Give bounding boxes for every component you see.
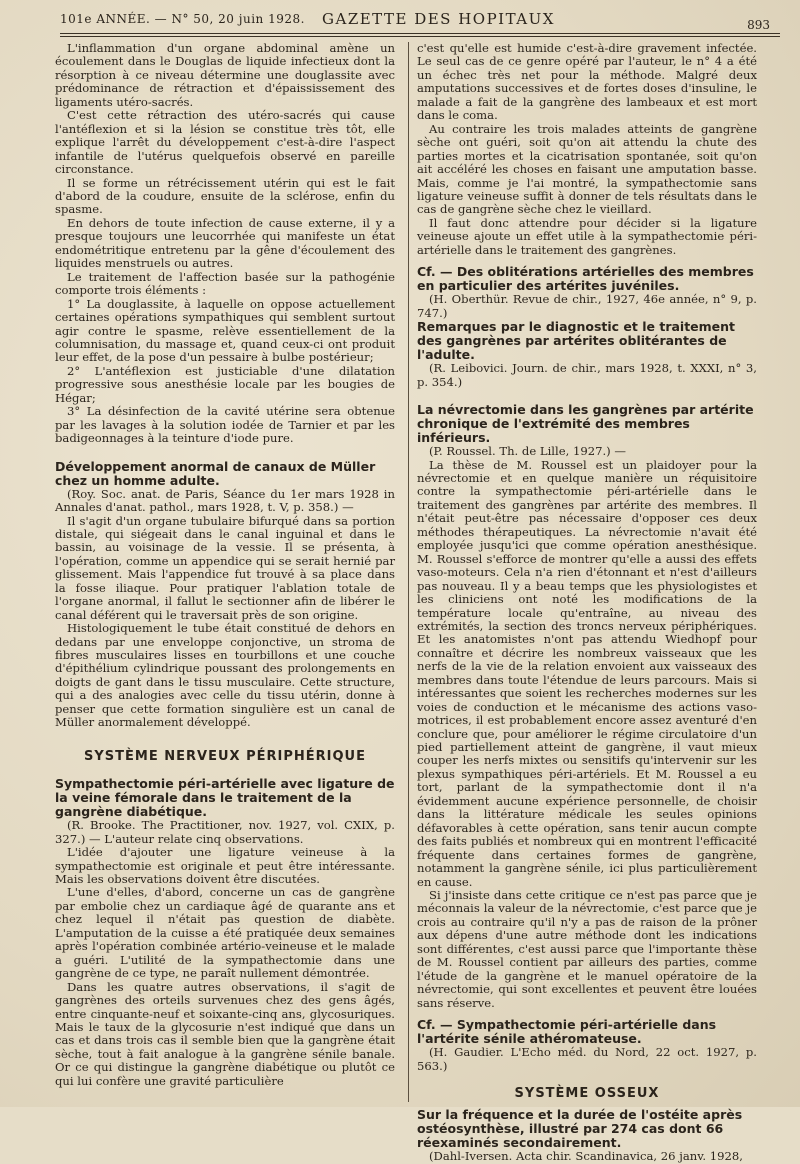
paragraph: Le traitement de l'affection basée sur la pathogénie comporte trois éléments : xyxy=(55,269,395,298)
paragraph: Il s'agit d'un organe tubulaire bifurqué dans sa portion distale, qui siégeait dans le canal inguinal et dans le bassin, au voisinage de la vessie. Il se présenta, à l'opération, comme un appendice qui se serait hernié par glissement. Mais l'appendice fut trouvé à sa place dans la fosse iliaque. Pour pratiquer l'ablation totale de l'organe anormal, il fallut le sectionner afin de libérer le canal déférent qui le traversait près de son origine. xyxy=(55,513,395,622)
section-heading: SYSTÈME NERVEUX PÉRIPHÉRIQUE xyxy=(84,748,366,764)
column-divider xyxy=(408,42,409,1102)
paragraph: 1° La douglassite, à laquelle on oppose actuellement certaines opérations sympathiques qui semblent surtout agir contre le spasme, relève essentiellement de la columnisation, du massage et, quand ceux-ci ont produit leur effet, de la pose d'un pessaire à bulbe postérieur; xyxy=(55,296,395,365)
article-heading: La névrectomie dans les gangrènes par artérite chronique de l'extrémité des membres inférieurs. xyxy=(417,402,754,446)
page-number: 893 xyxy=(747,18,770,32)
page-header xyxy=(60,8,770,32)
article-heading: Cf. — Sympathectomie péri-artérielle dans l'artérite sénile athéromateuse. xyxy=(417,1017,717,1047)
article-heading: Développement anormal de canaux de Müller chez un homme adulte. xyxy=(55,458,376,488)
paragraph: Il faut donc attendre pour décider si la ligature veineuse ajoute un effet utile à la sympathectomie péri-artérielle dans le traitement des gangrènes. xyxy=(417,215,757,257)
article-reference: (P. Roussel. Th. de Lille, 1927.) — xyxy=(429,444,626,459)
paragraph: En dehors de toute infection de cause externe, il y a presque toujours une leucorrhée qui manifeste un état endométritique entretenu par la gêne d'écoulement des liquides menstruels ou autres. xyxy=(55,215,395,271)
article-heading: Cf. — Des oblitérations artérielles des membres en particulier des artérites juvéniles. xyxy=(417,264,754,294)
article-reference: (Roy. Soc. anat. de Paris, Séance du 1er mars 1928 in Annales d'anat. pathol., mars 1928, t. V, p. 358.) — xyxy=(55,486,395,515)
article-heading: Sympathectomie péri-artérielle avec ligature de la veine fémorale dans le traitement de la gangrène diabétique. xyxy=(55,776,395,820)
paragraph: Histologiquement le tube était constitué de dehors en dedans par une enveloppe conjonctive, un stroma de fibres musculaires lisses en tourbillons et une couche d'épithélium cylindrique poussant des prolongements en doigts de gant dans le tissu musculaire. Cette structure, qui a des analogies avec celle du tissu utérin, donne à penser que cette formation singulière est un canal de Müller anormalement développé. xyxy=(55,621,395,730)
article-heading: Sur la fréquence et la durée de l'ostéite après ostéosynthèse, illustré par 274 cas dont 66 réexaminés secondairement. xyxy=(417,1107,743,1151)
right-column xyxy=(417,42,757,1164)
header-rule-secondary xyxy=(60,36,780,37)
paragraph: L'inflammation d'un organe abdominal amène un écoulement dans le Douglas de liquide infectieux dont la résorption à ce niveau détermine une douglassite avec prédominance de rétraction et d'épaississement des ligaments utéro-sacrés. xyxy=(55,41,395,109)
paragraph: L'une d'elles, d'abord, concerne un cas de gangrène par embolie chez un cardiaque âgé de quarante ans et chez lequel il n'était pas question de diabète. L'amputation de la cuisse a été pratiquée deux semaines après l'opération combinée artério-veineuse et le malade a guéri. L'utilité de la sympathectomie dans une gangrène de ce type, ne paraît nullement démontrée. xyxy=(55,885,395,981)
article-heading: Remarques par le diagnostic et le traitement des gangrènes par artérites oblitérantes de l'adulte. xyxy=(417,319,736,363)
journal-title: GAZETTE DES HOPITAUX xyxy=(322,10,555,28)
article-reference: (Dahl-Iversen. Acta chir. Scandinavica, 26 janv. 1928, xyxy=(429,1149,743,1164)
header-rule xyxy=(60,33,780,34)
paragraph: Il se forme un rétrécissement utérin qui est le fait d'abord de la coudure, ensuite de la sclérose, enfin du spasme. xyxy=(55,175,395,217)
paragraph: Si j'insiste dans cette critique ce n'est pas parce que je méconnais la valeur de la névrectomie, c'est parce que je crois au contraire qu'il n'y a pas de raison de la prôner aux dépens d'une autre méthode dont les indications sont différentes, c'est aussi parce que l'importante thèse de M. Roussel contient par ailleurs des parties, comme l'étude de la gangrène et le manuel opératoire de la névrectomie, qui sont excellentes et peuvent être louées sans réserve. xyxy=(417,888,757,1010)
paragraph: 2° L'antéflexion est justiciable d'une dilatation progressive sous anesthésie locale par les bougies de Hégar; xyxy=(55,363,395,405)
paragraph: Au contraire les trois malades atteints de gangrène sèche ont guéri, soit qu'on ait attendu la chute des parties mortes et la cicatrisation spontanée, soit qu'on ait accéléré les choses en faisant une amputation basse. Mais, comme je l'ai montré, la sympathectomie sans ligature veineuse suffit à donner de tels résultats dans le cas de gangrène sèche chez le vieillard. xyxy=(417,121,757,217)
issue-info: 101e ANNÉE. — N° 50, 20 juin 1928. xyxy=(60,12,305,26)
article-reference: (R. Brooke. The Practitioner, nov. 1927, vol. CXIX, p. 327.) — L'auteur relate cinq observations. xyxy=(55,818,395,846)
paragraph: La thèse de M. Roussel est un plaidoyer pour la névrectomie et en quelque manière un réquisitoire contre la sympathectomie péri-artérielle dans le traitement des gangrènes par artérite des membres. Il n'était peut-être pas nécessaire d'opposer ces deux méthodes thérapeutiques. La névrectomie n'avait été employée jusqu'ici que comme opération anesthésique. M. Roussel s'efforce de montrer qu'elle a aussi des effets vaso-moteurs. Cela n'a rien d'étonnant et n'est d'ailleurs pas nouveau. Il y a beau temps que les physiologistes et les cliniciens ont noté les modifications de la température locale qu'entraîne, au niveau des extrémités, la section des troncs nerveux périphériques. Et les anatomistes n'ont pas attendu Wiedhopf pour connaître et décrire les nombreux vaisseaux que les nerfs de la vie de la relation envoient aux vaisseaux des membres dans toute l'étendue de leurs parcours. Mais si intéressantes que soient les recherches modernes sur les voies de conduction et le mécanisme des actions vaso-motrices, il est probablement encore assez aventuré d'en conclure que, pour améliorer le régime circulatoire d'un pied partiellement atteint de gangrène, il vaut mieux couper les nerfs mixtes ou sensitifs qu'intervenir sur les plexus sympathiques péri-artériels. Et M. Roussel a eu tort, parlant de la sympathectomie dont il n'a évidemment aucune expérience personnelle, de choisir dans la littérature médicale les seules opinions défavorables à cette opération, sans tenir aucun compte des faits publiés et nombreux qui en montrent l'efficacité fréquente dans certaines formes de gangrène, notamment la gangrène sénile, ici plus particulièrement en cause. xyxy=(417,457,757,889)
left-column xyxy=(55,42,395,1088)
section-heading: SYSTÈME OSSEUX xyxy=(514,1086,660,1101)
paragraph: L'idée d'ajouter une ligature veineuse à la sympathectomie est originale et peut être intéressante. Mais les observations doivent être discutées. xyxy=(55,845,395,887)
article-reference: (R. Leibovici. Journ. de chir., mars 1928, t. XXXI, n° 3, p. 354.) xyxy=(417,361,757,389)
article-reference: (H. Gaudier. L'Echo méd. du Nord, 22 oct. 1927, p. 563.) xyxy=(417,1045,757,1073)
article-reference: (H. Oberthür. Revue de chir., 1927, 46e année, n° 9, p. 747.) xyxy=(417,292,757,320)
paragraph: C'est cette rétraction des utéro-sacrés qui cause l'antéflexion et si la lésion se constitue très tôt, elle explique l'arrêt du développement c'est-à-dire l'aspect infantile de l'utérus quelquefois observé en pareille circonstance. xyxy=(55,108,395,177)
paragraph: 3° La désinfection de la cavité utérine sera obtenue par les lavages à la solution iodée de Tarnier et par les badigeonnages à la teinture d'iode pure. xyxy=(55,404,395,446)
paragraph: Dans les quatre autres observations, il s'agit de gangrènes des orteils survenues chez des gens âgés, entre cinquante-neuf et soixante-cinq ans, glycosuriques. Mais le taux de la glycosurie n'est indiqué que dans un cas et dans trois cas il semble bien que la gangrène était sèche, tout à fait analogue à la gangrène sénile banale. Or ce qui distingue la gangrène diabétique ou plutôt ce qui lui confère une gravité particulière xyxy=(55,979,395,1088)
paragraph: c'est qu'elle est humide c'est-à-dire gravement infectée. Le seul cas de ce genre opéré par l'auteur, le n° 4 a été un échec très net pour la méthode. Malgré deux amputations successives et de fortes doses d'insuline, le malade a fait de la gangrène des lambeaux et est mort dans le coma. xyxy=(417,41,757,123)
